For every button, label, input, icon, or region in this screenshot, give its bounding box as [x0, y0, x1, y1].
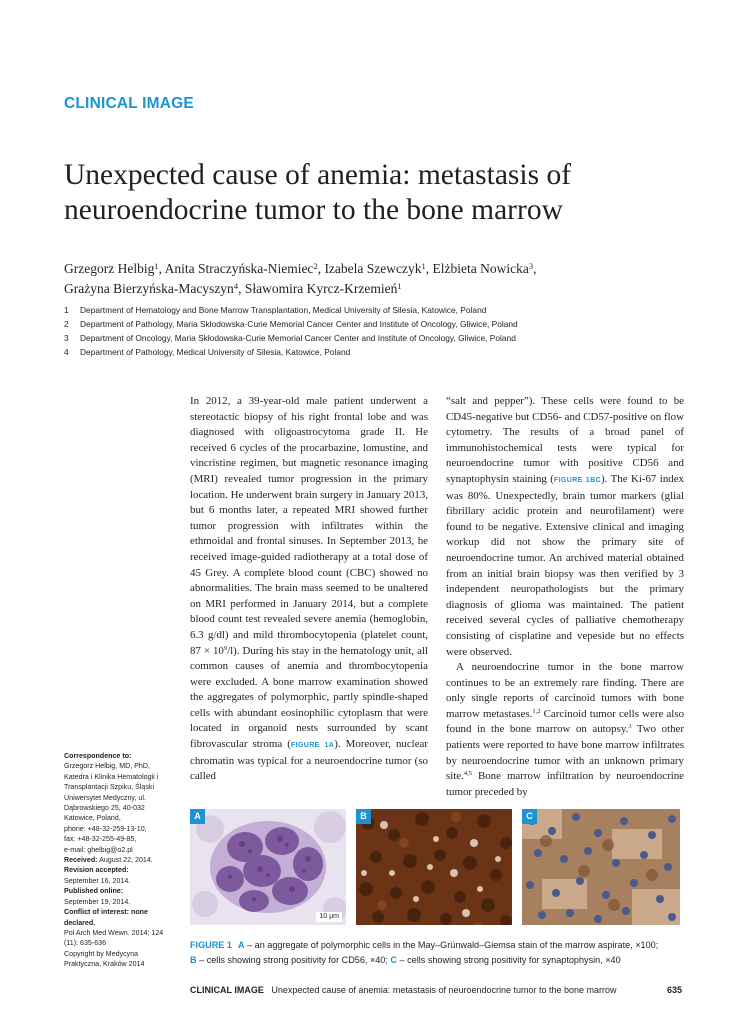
panel-letter-c: C	[522, 809, 537, 824]
body-column-right	[446, 394, 684, 800]
author-name: Izabela Szewczyk	[324, 261, 422, 276]
affiliation-list	[64, 304, 684, 360]
footer-title: Unexpected cause of anemia: metastasis of neuroendocrine tumor to the bone marrow	[271, 985, 617, 995]
received-label: Received:	[64, 856, 98, 865]
superscript: 9	[223, 644, 228, 652]
conflict-statement: Conflict of interest: none declared.	[64, 908, 148, 927]
correspondence-heading: Correspondence to:	[64, 752, 132, 760]
author-name: Grzegorz Helbig	[64, 261, 155, 276]
citation-marker: 1,2	[532, 707, 541, 715]
caption-panel-letter: B	[190, 955, 197, 966]
figure-reference-link[interactable]: FIGURE 1BC	[553, 476, 602, 484]
figure-panel-a-image	[190, 809, 346, 925]
correspondence-address: Grzegorz Helbig, MD, PhD, Katedra i Klinika Hematologii i Transplantacji Szpiku, Śląski Uniwersytet Medyczny, ul. Dąbrowskiego 25, 40-032 Katowice, Poland,	[64, 762, 159, 823]
author-affiliation-mark: 1	[421, 261, 426, 271]
body-paragraph	[446, 394, 684, 660]
affiliation-item	[64, 346, 684, 360]
published-date: September 19, 2014.	[64, 897, 131, 906]
body-paragraph	[446, 660, 684, 800]
body-text: Bone marrow infiltration by neuroendocrine tumor preceded by	[446, 770, 684, 798]
author-affiliation-mark: 1	[397, 281, 402, 291]
caption-text: – an aggregate of polymorphic cells in the May–Grünwald–Giemsa stain of the marrow aspirate, ×100;	[244, 940, 659, 950]
body-text: A neuroendocrine tumor in the bone marrow continues to be an extremely rare finding. There are only single reports of carcinoid tumors with bone marrow metastases.	[446, 661, 684, 720]
figure-reference-link[interactable]: FIGURE 1A	[290, 742, 335, 750]
body-text: /l). During his stay in the hematology unit, all common causes of anemia and thrombocytopenia were excluded. A bone marrow examination showed the aggregates of polymorphic, partly spindle-shaped cells with abundant eosinophilic cytoplasm that were located in organoid nests surrounded by scant fibrovascular stroma (	[190, 644, 428, 751]
figure-caption	[190, 938, 682, 969]
page-footer	[190, 984, 682, 996]
citation-marker: 3	[628, 723, 632, 731]
correspondence-block	[64, 751, 176, 970]
affiliation-number: 2	[64, 318, 69, 329]
correspondence-phone: phone: +48-32-259-13-10,	[64, 824, 147, 833]
copyright-note: Copyright by Medycyna Praktyczna, Kraków 2014	[64, 949, 145, 969]
panel-letter-a: A	[190, 809, 205, 824]
section-label: CLINICAL IMAGE	[64, 95, 194, 112]
affiliation-item	[64, 304, 684, 318]
author-name: Grażyna Bierzyńska-Macyszyn	[64, 281, 234, 296]
body-text: ). Moreover, nuclear chromatin was typical for a neuroendocrine tumor (so called	[190, 738, 428, 783]
caption-panel-letter: C	[390, 955, 397, 966]
citation-marker: 4,5	[463, 770, 472, 778]
body-text: Carcinoid tumor cells were also found in the bone marrow on autopsy.	[446, 707, 685, 736]
affiliation-text: Department of Oncology, Maria Skłodowska-Curie Memorial Cancer Center and Institute of Oncology, Gliwice, Poland	[80, 332, 516, 343]
scale-bar-label: 10 μm	[316, 912, 342, 922]
caption-text: – cells showing strong positivity for CD56, ×40;	[196, 955, 391, 966]
author-affiliation-mark: 2	[313, 261, 318, 271]
affiliation-number: 3	[64, 332, 69, 343]
giemsa-micrograph	[190, 809, 346, 925]
body-paragraph	[190, 394, 428, 785]
cd56-micrograph	[356, 809, 512, 925]
figure-panel-c-image	[522, 809, 680, 925]
caption-panel-letter: A	[237, 940, 245, 950]
revision-label: Revision accepted:	[64, 866, 129, 875]
received-value: August 22, 2014.	[99, 856, 153, 865]
article-title: Unexpected cause of anemia: metastasis of neuroendocrine tumor to the bone marrow	[64, 159, 572, 226]
caption-text: – cells showing strong positivity for synaptophysin, ×40	[397, 955, 621, 966]
body-text: In 2012, a 39-year-old male patient underwent a stereotactic biopsy of his right frontal lobe and was diagnosed with oligoastrocytoma grade II. He received 6 cycles of the procarbazine, lomustine, and vincristine regimen, but magnetic resonance imaging (MRI) revealed tumor progression in the primary location. He underwent brain surgery in January 2013, but 6 months later, a repeated MRI showed further tumor progression with infiltrates within the ethmoidal and frontal sinuses. In September 2013, he received image-guided radiotherapy at a total dose of 45 Grey. A complete blood count (CBC) showed no abnormalities.	[190, 395, 428, 595]
journal-citation: Pol Arch Med Wewn. 2014; 124 (11): 635-636	[64, 928, 164, 948]
affiliation-text: Department of Pathology, Medical University of Silesia, Katowice, Poland	[80, 346, 351, 357]
author-list: Grzegorz Helbig$^1$, Anita Straczyńska-Niemiec$^2$, Izabela Szewczyk$^1$, Elżbieta Nowicka$^3$, Grażyna Bierzyńska-Macyszyn$^4$, Sławomira Kyrcz-Krzemień$^1$	[64, 261, 537, 296]
author-name: Sławomira Kyrcz-Krzemień	[244, 281, 398, 296]
author-name: Anita Straczyńska-Niemiec	[164, 261, 314, 276]
author-affiliation-mark: 1	[154, 261, 159, 271]
figure-panel-b-image	[356, 809, 512, 925]
affiliation-number: 4	[64, 346, 69, 357]
author-affiliation-mark: 4	[233, 281, 239, 291]
affiliation-item	[64, 332, 684, 346]
author-name: Elżbieta Nowicka	[432, 261, 529, 276]
affiliation-item	[64, 318, 684, 332]
affiliation-text: Department of Hematology and Bone Marrow Transplantation, Medical University of Silesia, Katowice, Poland	[80, 305, 487, 315]
correspondence-fax: fax: +48-32-255-49-85,	[64, 835, 137, 844]
body-text: ). The Ki-67 index was 80%. Unexpectedly, brain tumor markers (glial fibrillary acidic protein and neurofilament) were found to be negative. Extensive clinical and imaging workup did not show the primary site of neuroendocrine tumor. An archived material obtained from an initial brain biopsy was then verified by 3 independent neuropathologists but the primary diagnosis of glioma was maintained. The patient received several cycles of palliative chemotherapy consisting of cisplatine and vepeside but no effects were observed.	[446, 472, 684, 658]
revision-date: September 16, 2014.	[64, 876, 131, 885]
body-text: “salt and pepper”). These cells were found to be CD45-negative but CD56- and CD57-positive on flow cytometry. The results of a broad panel of immunohistochemical tests were typical for neuroendocrine tumor with positive CD56 and synaptophysin staining (	[446, 395, 684, 485]
correspondence-email[interactable]: e-mail: ghelbig@o2.pl	[64, 845, 133, 854]
footer-section: CLINICAL IMAGE	[190, 985, 264, 995]
affiliation-number: 1	[64, 305, 69, 315]
panel-letter-b: B	[356, 809, 371, 824]
synaptophysin-micrograph	[522, 809, 680, 925]
figure-label: FIGURE 1	[190, 940, 232, 950]
body-text: Two other patients were reported to have bone marrow infiltrates by neuroendocrine tumor with an unknown primary site.	[446, 723, 685, 783]
body-text: The brain mass seemed to be unaltered on MRI performed in January 2014, but a complete blood count test revealed severe anemia (hemoglobin, 6.3 g/dl) and mild thrombocytopenia (platelet count, 87 × 10	[190, 582, 428, 657]
author-affiliation-mark: 3	[528, 261, 534, 271]
body-column-left	[190, 394, 428, 785]
published-label: Published online:	[64, 887, 124, 896]
affiliation-text: Department of Pathology, Maria Skłodowska-Curie Memorial Cancer Center and Institute of Oncology, Gliwice, Poland	[80, 318, 518, 329]
received-date	[64, 855, 176, 865]
page-number: 635	[666, 985, 682, 995]
